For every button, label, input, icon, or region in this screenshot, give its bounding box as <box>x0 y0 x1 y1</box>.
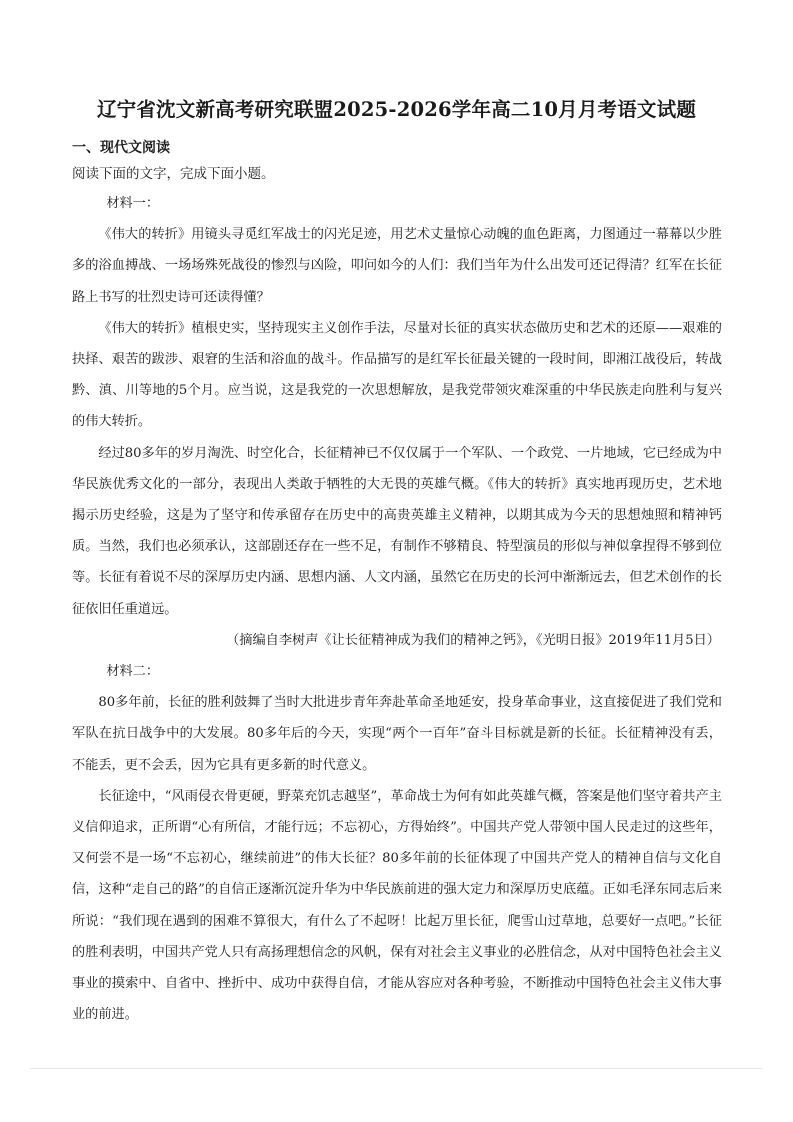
material-1-paragraph-1: 《伟大的转折》用镜头寻觅红军战士的闪光足迹，用艺术丈量惊心动魄的血色距离，力图通过一幕幕以少胜多的浴血搏战、一场场殊死战役的惨烈与凶险，叩问如今的人们：我们当年为什么出发可还记得清？红军在长征路上书写的壮烈史诗可还读得懂？ <box>72 227 722 305</box>
reading-instruction: 阅读下面的文字，完成下面小题。 <box>72 166 275 182</box>
section-heading: 一、现代文阅读 <box>72 140 170 156</box>
page-divider <box>30 1068 763 1069</box>
material-1-paragraph-3: 经过80多年的岁月淘洗、时空化合，长征精神已不仅仅属于一个军队、一个政党、一片地域，它已经成为中华民族优秀文化的一部分，表现出人类敢于牺牲的大无畏的英雄气概。《伟大的转折》真实地再现历史，艺术地揭示历史经验，这是为了坚守和传承留存在历史中的高贵英雄主义精神，以期其成为今天的思想烛照和精神钙质。当然，我们也必须承认，这部剧还存在一些不足，有制作不够精良、特型演员的形似与神似拿捏得不够到位等。长征有着说不尽的深厚历史内涵、思想内涵、人文内涵，虽然它在历史的长河中渐渐远去，但艺术创作的长征依旧任重道远。 <box>72 445 722 617</box>
material-1-source: （摘编自李树声《让长征精神成为我们的精神之钙》，《光明日报》2019年11月5日） <box>226 632 720 648</box>
material-1-label: 材料一： <box>106 196 160 211</box>
material-2-label: 材料二： <box>106 664 160 680</box>
passage-body <box>72 188 722 1030</box>
material-2-paragraph-2: 长征途中，“风雨侵衣骨更硬，野菜充饥志越坚”，革命战士为何有如此英雄气概，答案是他们坚守着共产主义信仰追求，正所谓“心有所信，才能行远；不忘初心，方得始终”。中国共产党人带领中国人民走过的这些年，又何尝不是一场“不忘初心，继续前进”的伟大长征？80多年前的长征体现了中国共产党人的精神自信与文化自信，这种“走自己的路”的自信正逐渐沉淀升华为中华民族前进的强大定力和深厚历史底蕴。正如毛泽东同志后来所说：“我们现在遇到的困难不算很大，有什么了不起呀！比起万里长征，爬雪山过草地，总要好一点吧。”长征的胜利表明，中国共产党人只有高扬理想信念的风帆，保有对社会主义事业的必胜信念，从对中国特色社会主义事业的摸索中、自省中、挫折中、成功中获得自信，才能从容应对各种考验，不断推动中国特色社会主义伟大事业的前进。 <box>72 788 722 1023</box>
document-title: 辽宁省沈文新高考研究联盟2025-2026学年高二10月月考语文试题 <box>96 98 697 121</box>
material-1-paragraph-2: 《伟大的转折》植根史实，坚持现实主义创作手法，尽量对长征的真实状态做历史和艺术的还原——艰难的抉择、艰苦的跋涉、艰窘的生活和浴血的战斗。作品描写的是红军长征最关键的一段时间，即湘江战役后，转战黔、滇、川等地的5个月。应当说，这是我党的一次思想解放，是我党带领灾难深重的中华民族走向胜利与复兴的伟大转折。 <box>72 320 722 430</box>
material-2-paragraph-1: 80多年前，长征的胜利鼓舞了当时大批进步青年奔赴革命圣地延安，投身革命事业，这直接促进了我们党和军队在抗日战争中的大发展。80多年后的今天，实现“两个一百年”奋斗目标就是新的长征。长征精神没有丢，不能丢，更不会丢，因为它具有更多新的时代意义。 <box>72 695 722 773</box>
